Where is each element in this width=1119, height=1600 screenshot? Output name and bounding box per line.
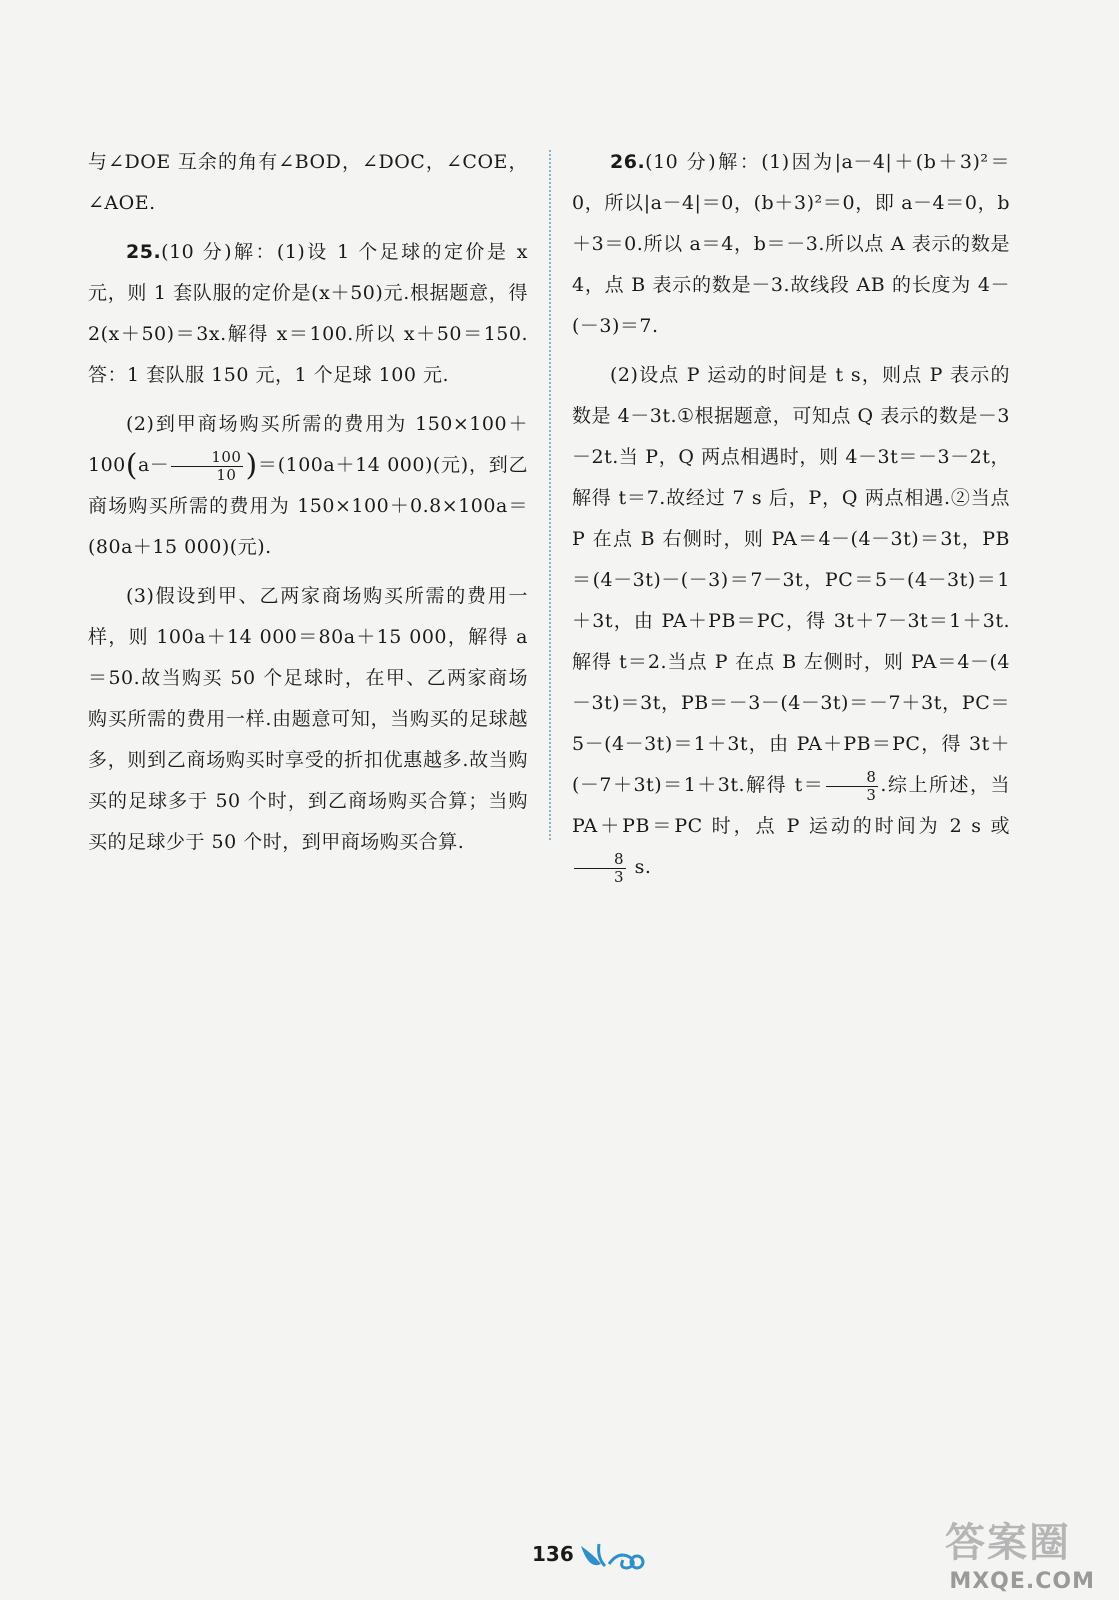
q26-number: 26. [610, 151, 646, 173]
right-paren: ) [245, 448, 258, 483]
q26-intro: (10 分)解：(1)因为|a－4|＋(b＋3)²＝0，所以|a－4|＝0，(b＋3)²＝0，即 a－4＝0，b＋3＝0.所以 a＝4，b＝－3.所以点 A 表示的数是 4，点 B 表示的数是－3.故线段 AB 的长度为 4－(－3)＝7. [572, 151, 1010, 337]
q25-part1 [88, 232, 528, 396]
q26-part2 [572, 355, 1010, 888]
left-column [88, 142, 528, 871]
column-divider [549, 150, 551, 840]
publisher-logo-icon [575, 1540, 655, 1574]
fraction-8-3-a [826, 769, 878, 804]
q26-p2-mid: .综上所述，当 PA＋PB＝PC 时，点 P 运动的时间为 2 s 或 [572, 774, 1010, 837]
q24-conclusion: 与∠DOE 互余的角有∠BOD，∠DOC，∠COE，∠AOE. [88, 151, 528, 214]
q26-p2-before: (2)设点 P 运动的时间是 t s，则点 P 表示的数是 4－3t.①根据题意，可知点 Q 表示的数是－3－2t.当 P，Q 两点相遇时，则 4－3t＝－3－2t，解得 t＝7.故经过 7 s 后，P，Q 两点相遇.②当点 P 在点 B 右侧时，则 PA＝4－(4－3t)＝3t，PB＝(4－3t)－(－3)＝7－3t，PC＝5－(4－3t)＝1＋3t，由 PA＋PB＝PC，得 3t＋7－3t＝1＋3t.解得 t＝2.当点 P 在点 B 左侧时，则 PA＝4－(4－3t)＝3t，PB＝－3－(4－3t)＝－7＋3t，PC＝5－(4－3t)＝1＋3t，由 PA＋PB＝PC，得 3t＋(－7＋3t)＝1＋3t.解得 t＝ [572, 364, 1010, 796]
q25-p2-a: a－ [137, 454, 170, 476]
q26-part1 [572, 142, 1010, 347]
q25-part3: (3)假设到甲、乙两家商场购买所需的费用一样，则 100a＋14 000＝80a＋15 000，解得 a＝50.故当购买 50 个足球时，在甲、乙两家商场购买所需的费用一样.由题意可知，当购买的足球越多，则到乙商场购买时享受的折扣优惠越多.故当购买的足球多于 50 个时，到乙商场购买合算；当购买的足球少于 50 个时，到甲商场购买合算. [88, 585, 528, 853]
left-paren: ( [125, 448, 138, 483]
page-number: 136 [532, 1542, 574, 1566]
fraction-denominator: 3 [866, 785, 877, 804]
q25-p2-before: (2)到甲商场购买所需的费用为 150×100＋100 [88, 413, 528, 476]
right-column [572, 142, 1010, 896]
fraction-numerator: 8 [574, 851, 626, 869]
fraction-100-10 [171, 449, 243, 484]
q26-p2-end: s. [628, 856, 652, 878]
watermark-url: MXQE.COM [949, 1569, 1095, 1594]
fraction-denominator: 10 [216, 465, 237, 484]
fraction-numerator: 8 [826, 769, 878, 787]
watermark-chinese-text: 答案圈 [945, 1520, 1071, 1566]
fraction-8-3-b [574, 851, 626, 886]
q25-intro: (10 分)解：(1)设 1 个足球的定价是 x 元，则 1 套队服的定价是(x＋50)元.根据题意，得 2(x＋50)＝3x.解得 x＝100.所以 x＋50＝150.答：1 套队服 150 元，1 个足球 100 元. [88, 241, 528, 386]
q25-p2-after: ＝(100a＋14 000)(元)，到乙商场购买所需的费用为 150×100＋0.8×100a＝(80a＋15 000)(元). [88, 454, 528, 558]
q25-number: 25. [126, 241, 162, 263]
fraction-denominator: 3 [614, 867, 625, 886]
q25-part2 [88, 404, 528, 568]
watermark [889, 1514, 1099, 1594]
fraction-numerator: 100 [171, 449, 243, 467]
